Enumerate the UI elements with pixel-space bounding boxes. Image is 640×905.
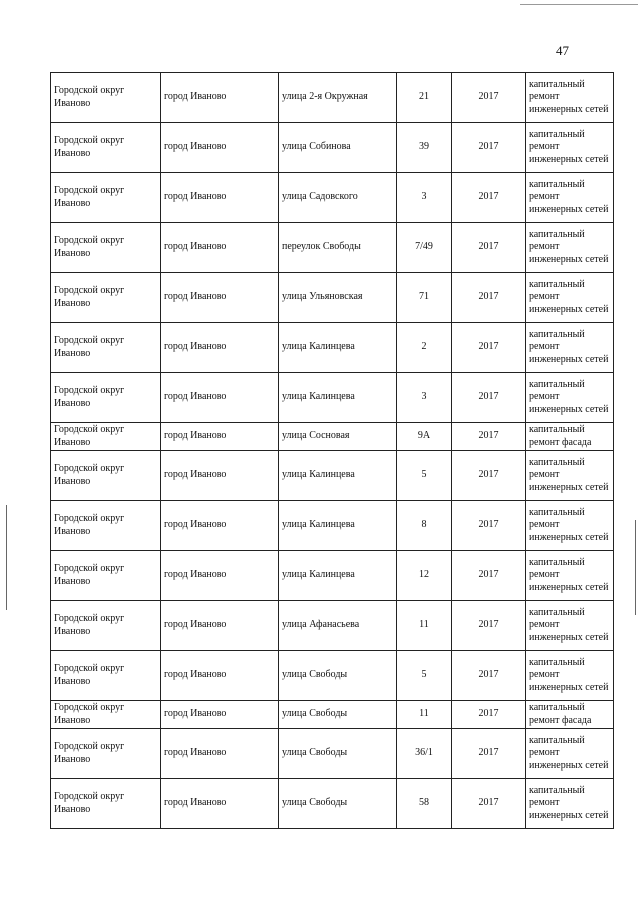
table-row bbox=[51, 373, 614, 423]
year-cell: 2017 bbox=[452, 501, 526, 551]
year-cell: 2017 bbox=[452, 73, 526, 123]
work-type-cell: капитальный ремонт фасада bbox=[526, 423, 614, 451]
table-row bbox=[51, 601, 614, 651]
table-row bbox=[51, 273, 614, 323]
table-row bbox=[51, 323, 614, 373]
okrug-cell: Городской округ Иваново bbox=[51, 501, 161, 551]
okrug-cell: Городской округ Иваново bbox=[51, 373, 161, 423]
street-cell: улица Сосновая bbox=[279, 423, 397, 451]
city-cell: город Иваново bbox=[161, 273, 279, 323]
okrug-cell: Городской округ Иваново bbox=[51, 123, 161, 173]
city-cell: город Иваново bbox=[161, 601, 279, 651]
okrug-cell: Городской округ Иваново bbox=[51, 701, 161, 729]
house-number-cell: 3 bbox=[397, 373, 452, 423]
table-row bbox=[51, 779, 614, 829]
city-cell: город Иваново bbox=[161, 551, 279, 601]
table-row bbox=[51, 729, 614, 779]
work-type-cell: капитальный ремонт инженерных сетей bbox=[526, 451, 614, 501]
year-cell: 2017 bbox=[452, 323, 526, 373]
house-number-cell: 71 bbox=[397, 273, 452, 323]
table-row bbox=[51, 551, 614, 601]
work-type-cell: капитальный ремонт инженерных сетей bbox=[526, 323, 614, 373]
house-number-cell: 9А bbox=[397, 423, 452, 451]
house-number-cell: 12 bbox=[397, 551, 452, 601]
city-cell: город Иваново bbox=[161, 223, 279, 273]
street-cell: переулок Свободы bbox=[279, 223, 397, 273]
okrug-cell: Городской округ Иваново bbox=[51, 223, 161, 273]
city-cell: город Иваново bbox=[161, 123, 279, 173]
table-row bbox=[51, 701, 614, 729]
street-cell: улица Ульяновская bbox=[279, 273, 397, 323]
work-type-cell: капитальный ремонт инженерных сетей bbox=[526, 273, 614, 323]
table-row bbox=[51, 423, 614, 451]
table-body bbox=[51, 73, 614, 829]
okrug-cell: Городской округ Иваново bbox=[51, 423, 161, 451]
city-cell: город Иваново bbox=[161, 423, 279, 451]
work-type-cell: капитальный ремонт инженерных сетей bbox=[526, 601, 614, 651]
okrug-cell: Городской округ Иваново bbox=[51, 173, 161, 223]
city-cell: город Иваново bbox=[161, 323, 279, 373]
right-scan-mark bbox=[635, 520, 636, 615]
repair-registry-table bbox=[50, 72, 614, 829]
table-row bbox=[51, 123, 614, 173]
okrug-cell: Городской округ Иваново bbox=[51, 273, 161, 323]
left-scan-mark bbox=[6, 505, 7, 610]
street-cell: улица Калинцева bbox=[279, 551, 397, 601]
year-cell: 2017 bbox=[452, 173, 526, 223]
year-cell: 2017 bbox=[452, 373, 526, 423]
page-number: 47 bbox=[556, 43, 569, 58]
street-cell: улица Садовского bbox=[279, 173, 397, 223]
city-cell: город Иваново bbox=[161, 451, 279, 501]
work-type-cell: капитальный ремонт инженерных сетей bbox=[526, 651, 614, 701]
year-cell: 2017 bbox=[452, 651, 526, 701]
street-cell: улица Свободы bbox=[279, 701, 397, 729]
street-cell: улица Калинцева bbox=[279, 373, 397, 423]
city-cell: город Иваново bbox=[161, 701, 279, 729]
work-type-cell: капитальный ремонт инженерных сетей bbox=[526, 373, 614, 423]
year-cell: 2017 bbox=[452, 551, 526, 601]
okrug-cell: Городской округ Иваново bbox=[51, 779, 161, 829]
house-number-cell: 5 bbox=[397, 651, 452, 701]
okrug-cell: Городской округ Иваново bbox=[51, 551, 161, 601]
okrug-cell: Городской округ Иваново bbox=[51, 729, 161, 779]
street-cell: улица Афанасьева bbox=[279, 601, 397, 651]
street-cell: улица Калинцева bbox=[279, 501, 397, 551]
house-number-cell: 36/1 bbox=[397, 729, 452, 779]
work-type-cell: капитальный ремонт инженерных сетей bbox=[526, 123, 614, 173]
city-cell: город Иваново bbox=[161, 729, 279, 779]
year-cell: 2017 bbox=[452, 123, 526, 173]
house-number-cell: 11 bbox=[397, 701, 452, 729]
house-number-cell: 21 bbox=[397, 73, 452, 123]
house-number-cell: 2 bbox=[397, 323, 452, 373]
year-cell: 2017 bbox=[452, 729, 526, 779]
year-cell: 2017 bbox=[452, 451, 526, 501]
house-number-cell: 58 bbox=[397, 779, 452, 829]
city-cell: город Иваново bbox=[161, 501, 279, 551]
year-cell: 2017 bbox=[452, 223, 526, 273]
table-row bbox=[51, 223, 614, 273]
work-type-cell: капитальный ремонт инженерных сетей bbox=[526, 223, 614, 273]
street-cell: улица Собинова bbox=[279, 123, 397, 173]
street-cell: улица 2-я Окружная bbox=[279, 73, 397, 123]
street-cell: улица Калинцева bbox=[279, 323, 397, 373]
house-number-cell: 7/49 bbox=[397, 223, 452, 273]
okrug-cell: Городской округ Иваново bbox=[51, 601, 161, 651]
street-cell: улица Свободы bbox=[279, 779, 397, 829]
top-edge-rule bbox=[520, 4, 638, 5]
okrug-cell: Городской округ Иваново bbox=[51, 323, 161, 373]
street-cell: улица Свободы bbox=[279, 651, 397, 701]
city-cell: город Иваново bbox=[161, 779, 279, 829]
work-type-cell: капитальный ремонт инженерных сетей bbox=[526, 501, 614, 551]
table-row bbox=[51, 501, 614, 551]
year-cell: 2017 bbox=[452, 701, 526, 729]
street-cell: улица Калинцева bbox=[279, 451, 397, 501]
house-number-cell: 5 bbox=[397, 451, 452, 501]
work-type-cell: капитальный ремонт инженерных сетей bbox=[526, 73, 614, 123]
house-number-cell: 39 bbox=[397, 123, 452, 173]
year-cell: 2017 bbox=[452, 423, 526, 451]
okrug-cell: Городской округ Иваново bbox=[51, 73, 161, 123]
table-row bbox=[51, 73, 614, 123]
table-row bbox=[51, 451, 614, 501]
table-row bbox=[51, 651, 614, 701]
city-cell: город Иваново bbox=[161, 173, 279, 223]
work-type-cell: капитальный ремонт инженерных сетей bbox=[526, 551, 614, 601]
city-cell: город Иваново bbox=[161, 373, 279, 423]
house-number-cell: 11 bbox=[397, 601, 452, 651]
house-number-cell: 8 bbox=[397, 501, 452, 551]
okrug-cell: Городской округ Иваново bbox=[51, 651, 161, 701]
table-row bbox=[51, 173, 614, 223]
year-cell: 2017 bbox=[452, 273, 526, 323]
year-cell: 2017 bbox=[452, 601, 526, 651]
okrug-cell: Городской округ Иваново bbox=[51, 451, 161, 501]
city-cell: город Иваново bbox=[161, 651, 279, 701]
year-cell: 2017 bbox=[452, 779, 526, 829]
house-number-cell: 3 bbox=[397, 173, 452, 223]
work-type-cell: капитальный ремонт инженерных сетей bbox=[526, 173, 614, 223]
work-type-cell: капитальный ремонт фасада bbox=[526, 701, 614, 729]
work-type-cell: капитальный ремонт инженерных сетей bbox=[526, 779, 614, 829]
work-type-cell: капитальный ремонт инженерных сетей bbox=[526, 729, 614, 779]
city-cell: город Иваново bbox=[161, 73, 279, 123]
street-cell: улица Свободы bbox=[279, 729, 397, 779]
